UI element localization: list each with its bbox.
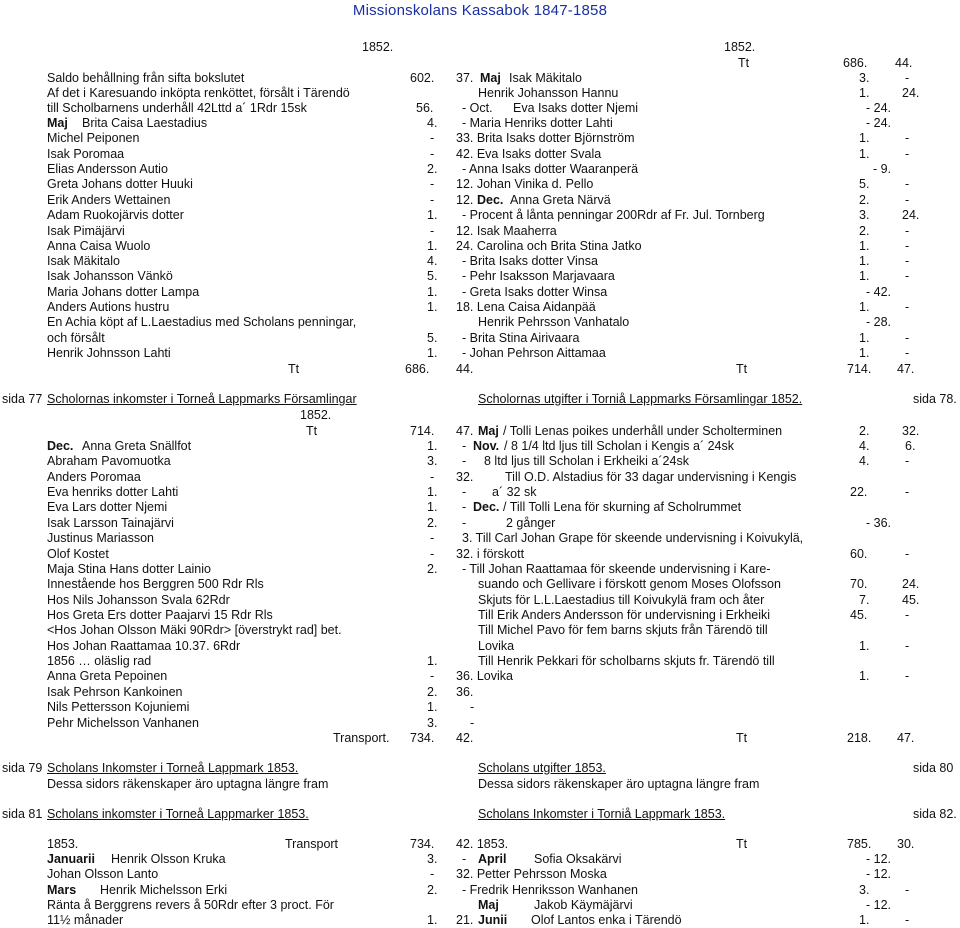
ledger-text: Maj	[480, 71, 501, 85]
ledger-text: Anders Autions hustru	[47, 300, 170, 314]
ledger-text: Lovika	[478, 639, 515, 653]
ledger-text: Dec.	[477, 193, 504, 207]
ledger-text: 44.	[456, 362, 474, 376]
ledger-text: -	[430, 867, 435, 881]
ledger-text: Anna Greta Pepoinen	[47, 669, 168, 683]
ledger-text: 47.	[456, 424, 474, 438]
ledger-text: 714.	[410, 424, 435, 438]
ledger-text: / Tolli Lenas poikes underhåll under Scholterminen	[503, 424, 783, 438]
ledger-text: Eva Lars dotter Njemi	[47, 500, 168, 514]
ledger-text: 42. 1853.	[456, 837, 509, 851]
ledger-text: 2.	[859, 424, 870, 438]
ledger-text: Tt	[736, 837, 748, 851]
ledger-text: Till Michel Pavo för fem barns skjuts från Tärendö till	[478, 623, 768, 637]
ledger-text: 734.	[410, 731, 435, 745]
page-title: Missionskolans Kassabok 1847-1858	[352, 2, 608, 19]
ledger-text: - Till Johan Raattamaa för skeende undervisning i Kare-	[462, 562, 771, 576]
ledger-text: Scholans utgifter 1853.	[478, 761, 606, 775]
ledger-text: - Fredrik Henriksson Wanhanen	[462, 883, 638, 897]
ledger-text: -	[470, 716, 475, 730]
ledger-text: 1.	[427, 485, 438, 499]
ledger-text: -	[430, 131, 435, 145]
ledger-text: 1.	[859, 239, 870, 253]
ledger-text: 1.	[859, 639, 870, 653]
ledger-text: Till Erik Anders Andersson för undervisning i Erkheiki	[478, 608, 771, 622]
ledger-text: - Johan Pehrson Aittamaa	[462, 346, 606, 360]
ledger-text: Scholans Inkomster i Torniå Lappmark 1853.	[478, 807, 726, 821]
ledger-text: Scholornas inkomster i Torneå Lappmarks Församlingar	[47, 392, 357, 406]
ledger-text: Januarii	[47, 852, 95, 866]
ledger-text: 5.	[427, 331, 438, 345]
ledger-text: -	[905, 608, 910, 622]
ledger-text: 218.	[847, 731, 872, 745]
ledger-text: 1.	[427, 346, 438, 360]
ledger-text: -	[905, 639, 910, 653]
ledger-text: 32.	[902, 424, 920, 438]
ledger-text: 1.	[859, 331, 870, 345]
ledger-text: 22.	[850, 485, 868, 499]
ledger-text: 1852.	[724, 40, 756, 54]
ledger-text: 1853.	[47, 837, 79, 851]
ledger-text: Tt	[288, 362, 300, 376]
ledger-text: -	[905, 269, 910, 283]
ledger-text: 2 gånger	[506, 516, 556, 530]
ledger-text: - Maria Henriks dotter Lahti	[462, 116, 613, 130]
ledger-text: Greta Johans dotter Huuki	[47, 177, 193, 191]
ledger-text: a´ 32 sk	[492, 485, 537, 499]
ledger-text: 2.	[859, 193, 870, 207]
ledger-text: -	[905, 131, 910, 145]
ledger-text: Dec.	[473, 500, 500, 514]
ledger-text: Isak Poromaa	[47, 147, 125, 161]
ledger-text: / Till Tolli Lena för skurning af Scholrummet	[503, 500, 742, 514]
ledger-text: - Oct.	[462, 101, 493, 115]
ledger-text: -	[462, 852, 467, 866]
ledger-text: Johan Olsson Lanto	[47, 867, 159, 881]
ledger-text: 12.	[456, 193, 474, 207]
ledger-text: 37.	[456, 71, 474, 85]
ledger-text: sida 79	[2, 761, 43, 775]
ledger-text: Maria Johans dotter Lampa	[47, 285, 200, 299]
ledger-text: Isak Johansson Vänkö	[47, 269, 173, 283]
ledger-text: Scholans Inkomster i Torneå Lappmark 1853.	[47, 761, 299, 775]
ledger-text: 56.	[416, 101, 434, 115]
ledger-text: -	[430, 669, 435, 683]
ledger-text: Junii	[478, 913, 508, 927]
ledger-text: 45.	[850, 608, 868, 622]
ledger-text: Hos Nils Johansson Svala 62Rdr	[47, 593, 230, 607]
ledger-text: Af det i Karesuando inköpta renköttet, försålt i Tärendö	[47, 86, 350, 100]
ledger-text: - Procent å lånta penningar 200Rdr af Fr. Jul. Tornberg	[462, 208, 765, 222]
ledger-text: 3.	[427, 716, 438, 730]
ledger-text: Eva Isaks dotter Njemi	[513, 101, 639, 115]
ledger-text: sida 81	[2, 807, 43, 821]
ledger-text: 44.	[895, 56, 913, 70]
ledger-text: -	[905, 254, 910, 268]
ledger-text: -	[430, 177, 435, 191]
ledger-text: 60.	[850, 547, 868, 561]
ledger-text: -	[905, 547, 910, 561]
ledger-text: -	[430, 547, 435, 561]
ledger-text: 4.	[859, 454, 870, 468]
ledger-text: Sofia Oksakärvi	[534, 852, 622, 866]
ledger-text: 3.	[427, 454, 438, 468]
ledger-text: -	[905, 454, 910, 468]
ledger-text: sida 80	[913, 761, 954, 775]
ledger-text: -	[905, 331, 910, 345]
ledger-text: - 12.	[866, 898, 892, 912]
ledger-text: 30.	[897, 837, 915, 851]
ledger-text: Adam Ruokojärvis dotter	[47, 208, 184, 222]
ledger-text: Tt	[736, 362, 748, 376]
ledger-text: 3.	[859, 71, 870, 85]
ledger-text: 24.	[902, 577, 920, 591]
ledger-text: -	[905, 193, 910, 207]
ledger-text: <Hos Johan Olsson Mäki 90Rdr> [överstrykt rad] bet.	[47, 623, 342, 637]
ledger-text: -	[905, 669, 910, 683]
ledger-text: Tt	[736, 731, 748, 745]
ledger-text: -	[905, 883, 910, 897]
ledger-text: 1.	[427, 654, 438, 668]
ledger-text: 1.	[427, 439, 438, 453]
ledger-text: - Brita Isaks dotter Vinsa	[462, 254, 598, 268]
ledger-text: 45.	[902, 593, 920, 607]
ledger-text: -	[905, 224, 910, 238]
ledger-text: 21.	[456, 913, 474, 927]
ledger-text: Dessa sidors räkenskaper äro uptagna längre fram	[47, 777, 329, 791]
ledger-text: Isak Pehrson Kankoinen	[47, 685, 183, 699]
ledger-text: -	[462, 454, 467, 468]
ledger-text: 2.	[427, 162, 438, 176]
ledger-text: Innestående hos Berggren 500 Rdr Rls	[47, 577, 264, 591]
ledger-text: 32. i förskott	[456, 547, 525, 561]
ledger-text: 1.	[859, 86, 870, 100]
ledger-text: 1852.	[300, 408, 332, 422]
ledger-text: -	[430, 531, 435, 545]
ledger-text: -	[905, 346, 910, 360]
ledger-text: - 12.	[866, 867, 892, 881]
ledger-text: Eva henriks dotter Lahti	[47, 485, 179, 499]
ledger-text: 70.	[850, 577, 868, 591]
ledger-text: -	[905, 300, 910, 314]
ledger-text: En Achia köpt af L.Laestadius med Scholans penningar,	[47, 315, 357, 329]
ledger-text: Henrik Olsson Kruka	[111, 852, 226, 866]
ledger-text: 24.	[902, 86, 920, 100]
ledger-text: -	[905, 177, 910, 191]
ledger-text: Skjuts för L.L.Laestadius till Koivukylä fram och åter	[478, 593, 765, 607]
ledger-text: 1.	[859, 269, 870, 283]
ledger-text: 1.	[859, 131, 870, 145]
ledger-text: -	[462, 516, 467, 530]
ledger-text: Anna Greta Närvä	[510, 193, 611, 207]
ledger-text: -	[462, 500, 467, 514]
ledger-text: Brita Caisa Laestadius	[82, 116, 208, 130]
ledger-text: - Greta Isaks dotter Winsa	[462, 285, 608, 299]
ledger-text: 47.	[897, 362, 915, 376]
ledger-text: April	[478, 852, 507, 866]
ledger-text: Justinus Mariasson	[47, 531, 154, 545]
ledger-text: Isak Mäkitalo	[47, 254, 120, 268]
ledger-text: Dec.	[47, 439, 74, 453]
ledger-text: 2.	[427, 516, 438, 530]
ledger-text: 3.	[859, 208, 870, 222]
ledger-text: Henrik Michelsson Erki	[100, 883, 228, 897]
ledger-text: - 28.	[866, 315, 892, 329]
ledger-text: sida 77	[2, 392, 43, 406]
ledger-text: 4.	[859, 439, 870, 453]
ledger-text: - Anna Isaks dotter Waaranperä	[462, 162, 639, 176]
ledger-text: / 8 1/4 ltd ljus till Scholan i Kengis a´ 24sk	[504, 439, 734, 453]
ledger-text: 8 ltd ljus till Scholan i Erkheiki a´24sk	[484, 454, 689, 468]
ledger-text: 3.	[859, 883, 870, 897]
ledger-text: och försålt	[47, 331, 105, 345]
ledger-text: Anna Greta Snällfot	[82, 439, 192, 453]
ledger-text: 47.	[897, 731, 915, 745]
ledger-text: Nils Pettersson Kojuniemi	[47, 700, 190, 714]
ledger-text: 1.	[859, 669, 870, 683]
ledger-text: 1.	[859, 913, 870, 927]
ledger-text: 32. Petter Pehrsson Moska	[456, 867, 607, 881]
ledger-text: 11½ månader	[47, 913, 124, 927]
ledger-text: Ränta å Berggrens revers å 50Rdr efter 3 proct. För	[47, 898, 334, 912]
ledger-text: Olof Lantos enka i Tärendö	[531, 913, 682, 927]
ledger-text: 1.	[427, 300, 438, 314]
ledger-text: Maj	[47, 116, 68, 130]
ledger-text: 5.	[859, 177, 870, 191]
ledger-text: sida 82.	[913, 807, 957, 821]
ledger-text: Jakob Käymäjärvi	[534, 898, 633, 912]
ledger-text: Elias Andersson Autio	[47, 162, 168, 176]
ledger-text: Tt	[306, 424, 318, 438]
ledger-text: Abraham Pavomuotka	[47, 454, 171, 468]
ledger-text: 24. Carolina och Brita Stina Jatko	[456, 239, 642, 253]
ledger-text: till Scholbarnens underhåll 42Lttd a´ 1Rdr 15sk	[47, 101, 307, 115]
ledger-text: Tt	[738, 56, 750, 70]
ledger-text: Isak Larsson Tainajärvi	[47, 516, 174, 530]
ledger-text: 686.	[843, 56, 868, 70]
ledger-text: 1.	[427, 239, 438, 253]
ledger-text: Anna Caisa Wuolo	[47, 239, 151, 253]
ledger-text: 1.	[427, 913, 438, 927]
ledger-text: 1.	[427, 285, 438, 299]
ledger-text: -	[905, 913, 910, 927]
ledger-text: 42. Eva Isaks dotter Svala	[456, 147, 602, 161]
ledger-text: -	[470, 700, 475, 714]
ledger-text: 18. Lena Caisa Aidanpää	[456, 300, 596, 314]
ledger-text: Nov.	[473, 439, 500, 453]
ledger-text: -	[430, 147, 435, 161]
ledger-text: Henrik Pehrsson Vanhatalo	[478, 315, 630, 329]
ledger-text: 32.	[456, 470, 474, 484]
ledger-text: - 24.	[866, 101, 892, 115]
ledger-text: -	[905, 71, 910, 85]
ledger-text: Michel Peiponen	[47, 131, 140, 145]
ledger-text: Hos Greta Ers dotter Paajarvi 15 Rdr Rls	[47, 608, 273, 622]
ledger-text: Henrik Johnsson Lahti	[47, 346, 171, 360]
ledger-text: Scholans inkomster i Torneå Lappmarker 1853.	[47, 807, 309, 821]
ledger-text: Maj	[478, 898, 499, 912]
ledger-text: Transport.	[333, 731, 390, 745]
ledger-text: 1.	[427, 208, 438, 222]
ledger-text: Till O.D. Alstadius för 33 dagar undervisning i Kengis	[505, 470, 797, 484]
ledger-text: - 42.	[866, 285, 892, 299]
ledger-text: 2.	[427, 685, 438, 699]
ledger-text: 12. Isak Maaherra	[456, 224, 557, 238]
ledger-text: 785.	[847, 837, 872, 851]
ledger-text: - 12.	[866, 852, 892, 866]
ledger-text: 1.	[859, 147, 870, 161]
ledger-text: 4.	[427, 254, 438, 268]
ledger-text: 5.	[427, 269, 438, 283]
ledger-text: -	[905, 485, 910, 499]
ledger-text: 1852.	[362, 40, 394, 54]
ledger-text: - 9.	[873, 162, 892, 176]
ledger-text: 2.	[427, 883, 438, 897]
ledger-text: 4.	[427, 116, 438, 130]
ledger-text: 3.	[427, 852, 438, 866]
ledger-text: Erik Anders Wettainen	[47, 193, 171, 207]
ledger-text: Henrik Johansson Hannu	[478, 86, 619, 100]
ledger-text: 24.	[902, 208, 920, 222]
ledger-text: Isak Pimäjärvi	[47, 224, 125, 238]
ledger-text: - 24.	[866, 116, 892, 130]
ledger-text: 602.	[410, 71, 435, 85]
ledger-text: 2.	[427, 562, 438, 576]
ledger-text: -	[905, 239, 910, 253]
ledger-text: Mars	[47, 883, 77, 897]
ledger-text: 33. Brita Isaks dotter Björnström	[456, 131, 635, 145]
ledger-text: 1.	[427, 700, 438, 714]
ledger-text: 36.	[456, 685, 474, 699]
ledger-text: -	[905, 147, 910, 161]
ledger-text: 686.	[405, 362, 430, 376]
ledger-text: Olof Kostet	[47, 547, 109, 561]
ledger-text: Saldo behållning från sifta bokslutet	[47, 71, 245, 85]
ledger-text: Isak Mäkitalo	[509, 71, 582, 85]
ledger-text: 2.	[859, 224, 870, 238]
ledger-text: 1.	[427, 500, 438, 514]
ledger-text: Hos Johan Raattamaa 10.37. 6Rdr	[47, 639, 241, 653]
ledger-text: 7.	[859, 593, 870, 607]
ledger-text: 6.	[905, 439, 916, 453]
ledger-text: 36. Lovika	[456, 669, 513, 683]
ledger-text: Maj	[478, 424, 499, 438]
ledger-text: 1.	[859, 300, 870, 314]
ledger-text: -	[430, 193, 435, 207]
ledger-text: 12. Johan Vinika d. Pello	[456, 177, 594, 191]
ledger-text: 1856 … oläslig rad	[47, 654, 152, 668]
ledger-text: -	[430, 470, 435, 484]
ledger-text: Pehr Michelsson Vanhanen	[47, 716, 199, 730]
ledger-text: Maja Stina Hans dotter Lainio	[47, 562, 211, 576]
ledger-text: Dessa sidors räkenskaper äro uptagna längre fram	[478, 777, 760, 791]
ledger-text: Till Henrik Pekkari för scholbarns skjuts fr. Tärendö till	[478, 654, 775, 668]
ledger-text: -	[462, 485, 467, 499]
ledger-text: 3. Till Carl Johan Grape för skeende undervisning i Koivukylä,	[462, 531, 804, 545]
ledger-text: 734.	[410, 837, 435, 851]
ledger-text: - Brita Stina Airivaara	[462, 331, 580, 345]
ledger-text: - 36.	[866, 516, 892, 530]
ledger-text: sida 78.	[913, 392, 957, 406]
ledger-text: Transport	[285, 837, 339, 851]
ledger-text: Scholornas utgifter i Torniå Lappmarks Församlingar 1852.	[478, 392, 803, 406]
ledger-text: suando och Gellivare i förskott genom Moses Olofsson	[478, 577, 781, 591]
ledger-text: 42.	[456, 731, 474, 745]
ledger-text: -	[462, 439, 467, 453]
ledger-text: - Pehr Isaksson Marjavaara	[462, 269, 615, 283]
ledger-text: 1.	[859, 254, 870, 268]
ledger-text: Anders Poromaa	[47, 470, 141, 484]
ledger-text: -	[430, 224, 435, 238]
ledger-text: 1.	[859, 346, 870, 360]
ledger-text: 714.	[847, 362, 872, 376]
